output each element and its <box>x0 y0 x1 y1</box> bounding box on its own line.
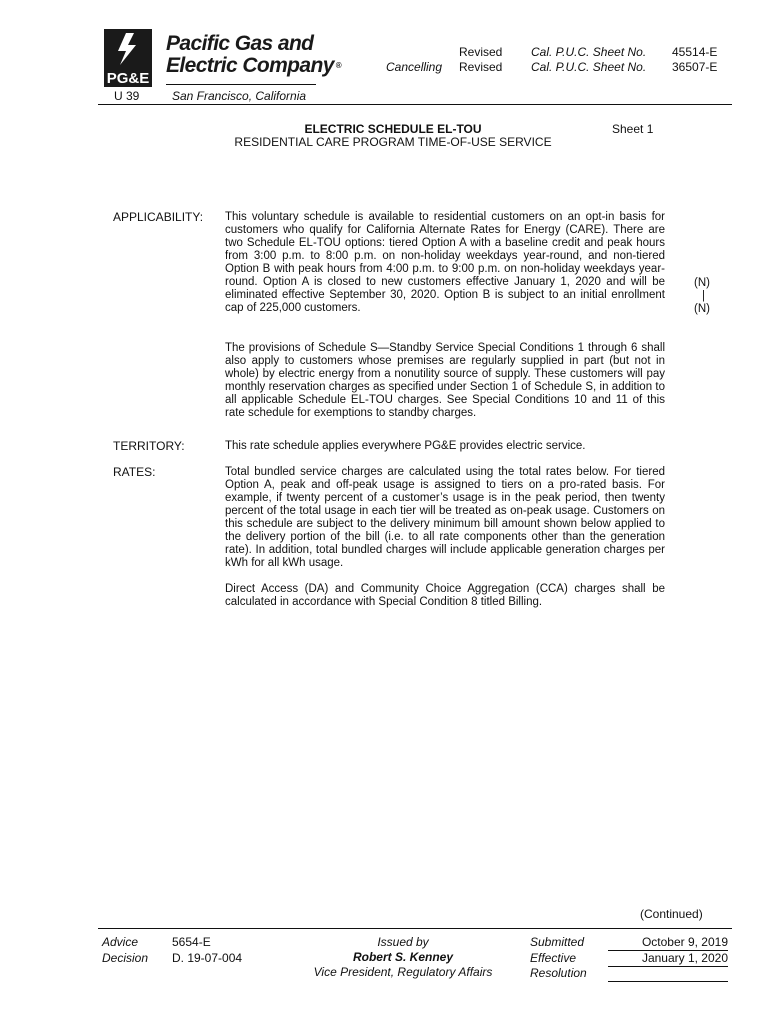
change-mark-start: (N) <box>694 277 710 289</box>
company-line-2: Electric Company <box>166 54 334 77</box>
issuer-name: Robert S. Kenney <box>352 950 454 965</box>
issued-by-label: Issued by <box>377 935 429 949</box>
change-mark-end: (N) <box>694 303 710 315</box>
decision-label: Decision <box>102 951 149 965</box>
puc-sheet-label-2: Cal. P.U.C. Sheet No. <box>531 60 647 74</box>
territory-label: TERRITORY: <box>113 439 185 453</box>
advice-label: Advice <box>102 935 139 949</box>
schedule-subtitle: RESIDENTIAL CARE PROGRAM TIME-OF-USE SERVICE <box>234 135 552 150</box>
city-location: San Francisco, California <box>172 89 307 103</box>
rates-label: RATES: <box>113 465 156 479</box>
rates-paragraph-1: Total bundled service charges are calculated using the total rates below. For tiered Option A, peak and off-peak usage is assigned to tiers on a pro-rated basis. For example, if twenty percent of a customer’s usage is in the peak period, then twenty percent of the total usage in each tier will be treated as on-peak usage. Customers on this schedule are subject to the delivery minimum bill amount shown below applied to the delivery portion of the bill (i.e. to all rate components other than the generation rate). In addition, total bundled charges will include applicable generation charges per kWh for all kWh usage. <box>225 466 665 569</box>
decision-number: D. 19-07-004 <box>172 951 243 965</box>
advice-number: 5654-E <box>172 935 211 949</box>
header-rule <box>98 104 732 105</box>
issuer-title: Vice President, Regulatory Affairs <box>313 965 493 980</box>
revised-label-2: Revised <box>459 60 503 74</box>
utility-code: U 39 <box>114 89 140 103</box>
applicability-paragraph-2: The provisions of Schedule S—Standby Service Special Conditions 1 through 6 shall also apply to customers whose premises are regularly supplied in part (but not in whole) by electric energy from a nonutility source of supply. These customers will pay monthly reservation charges as specified under Section 1 of Schedule S, in addition to all applicable Schedule EL-TOU charges. See Special Conditions 10 and 11 of this rate schedule for exemptions to standby charges. <box>225 342 665 419</box>
change-mark-bar: | <box>702 290 705 302</box>
company-line-1: Pacific Gas and <box>166 32 314 55</box>
effective-label: Effective <box>530 951 577 965</box>
schedule-title: ELECTRIC SCHEDULE EL-TOU <box>304 122 482 136</box>
applicability-label: APPLICABILITY: <box>113 210 204 224</box>
registered-mark: ® <box>335 61 342 70</box>
puc-sheet-number-2: 36507-E <box>672 60 718 74</box>
footer-rule <box>98 928 732 929</box>
sheet-number: Sheet 1 <box>612 122 654 136</box>
logo-underline <box>166 84 316 85</box>
rates-paragraph-2: Direct Access (DA) and Community Choice Aggregation (CCA) charges shall be calculated in accordance with Special Condition 8 titled Billing. <box>225 583 665 608</box>
revised-label-1: Revised <box>459 45 503 59</box>
puc-sheet-number-1: 45514-E <box>672 45 718 59</box>
submitted-date: October 9, 2019 <box>608 936 728 951</box>
resolution-value <box>608 967 728 982</box>
continued-note: (Continued) <box>640 907 703 921</box>
submitted-label: Submitted <box>530 935 585 949</box>
resolution-label: Resolution <box>530 966 587 980</box>
logo-lettering: PG&E <box>106 70 150 87</box>
pge-logo <box>104 29 152 87</box>
effective-date: January 1, 2020 <box>608 952 728 967</box>
territory-text: This rate schedule applies everywhere PG&E provides electric service. <box>225 440 586 452</box>
cancelling-label: Cancelling <box>386 60 443 74</box>
company-name <box>166 33 341 77</box>
puc-sheet-label-1: Cal. P.U.C. Sheet No. <box>531 45 647 59</box>
applicability-paragraph-1: This voluntary schedule is available to residential customers on an opt-in basis for customers who qualify for California Alternate Rates for Energy (CARE). There are two Schedule EL-TOU options: tiered Option A with a baseline credit and peak hours from 3:00 p.m. to 8:00 p.m. on non-holiday weekdays year-round, and non-tiered Option B with peak hours from 4:00 p.m. to 9:00 p.m. on non-holiday weekdays year-round. Option A is closed to new customers effective January 1, 2020 and will be eliminated effective September 30, 2020. Option B is subject to an initial enrollment cap of 225,000 customers. <box>225 211 665 314</box>
